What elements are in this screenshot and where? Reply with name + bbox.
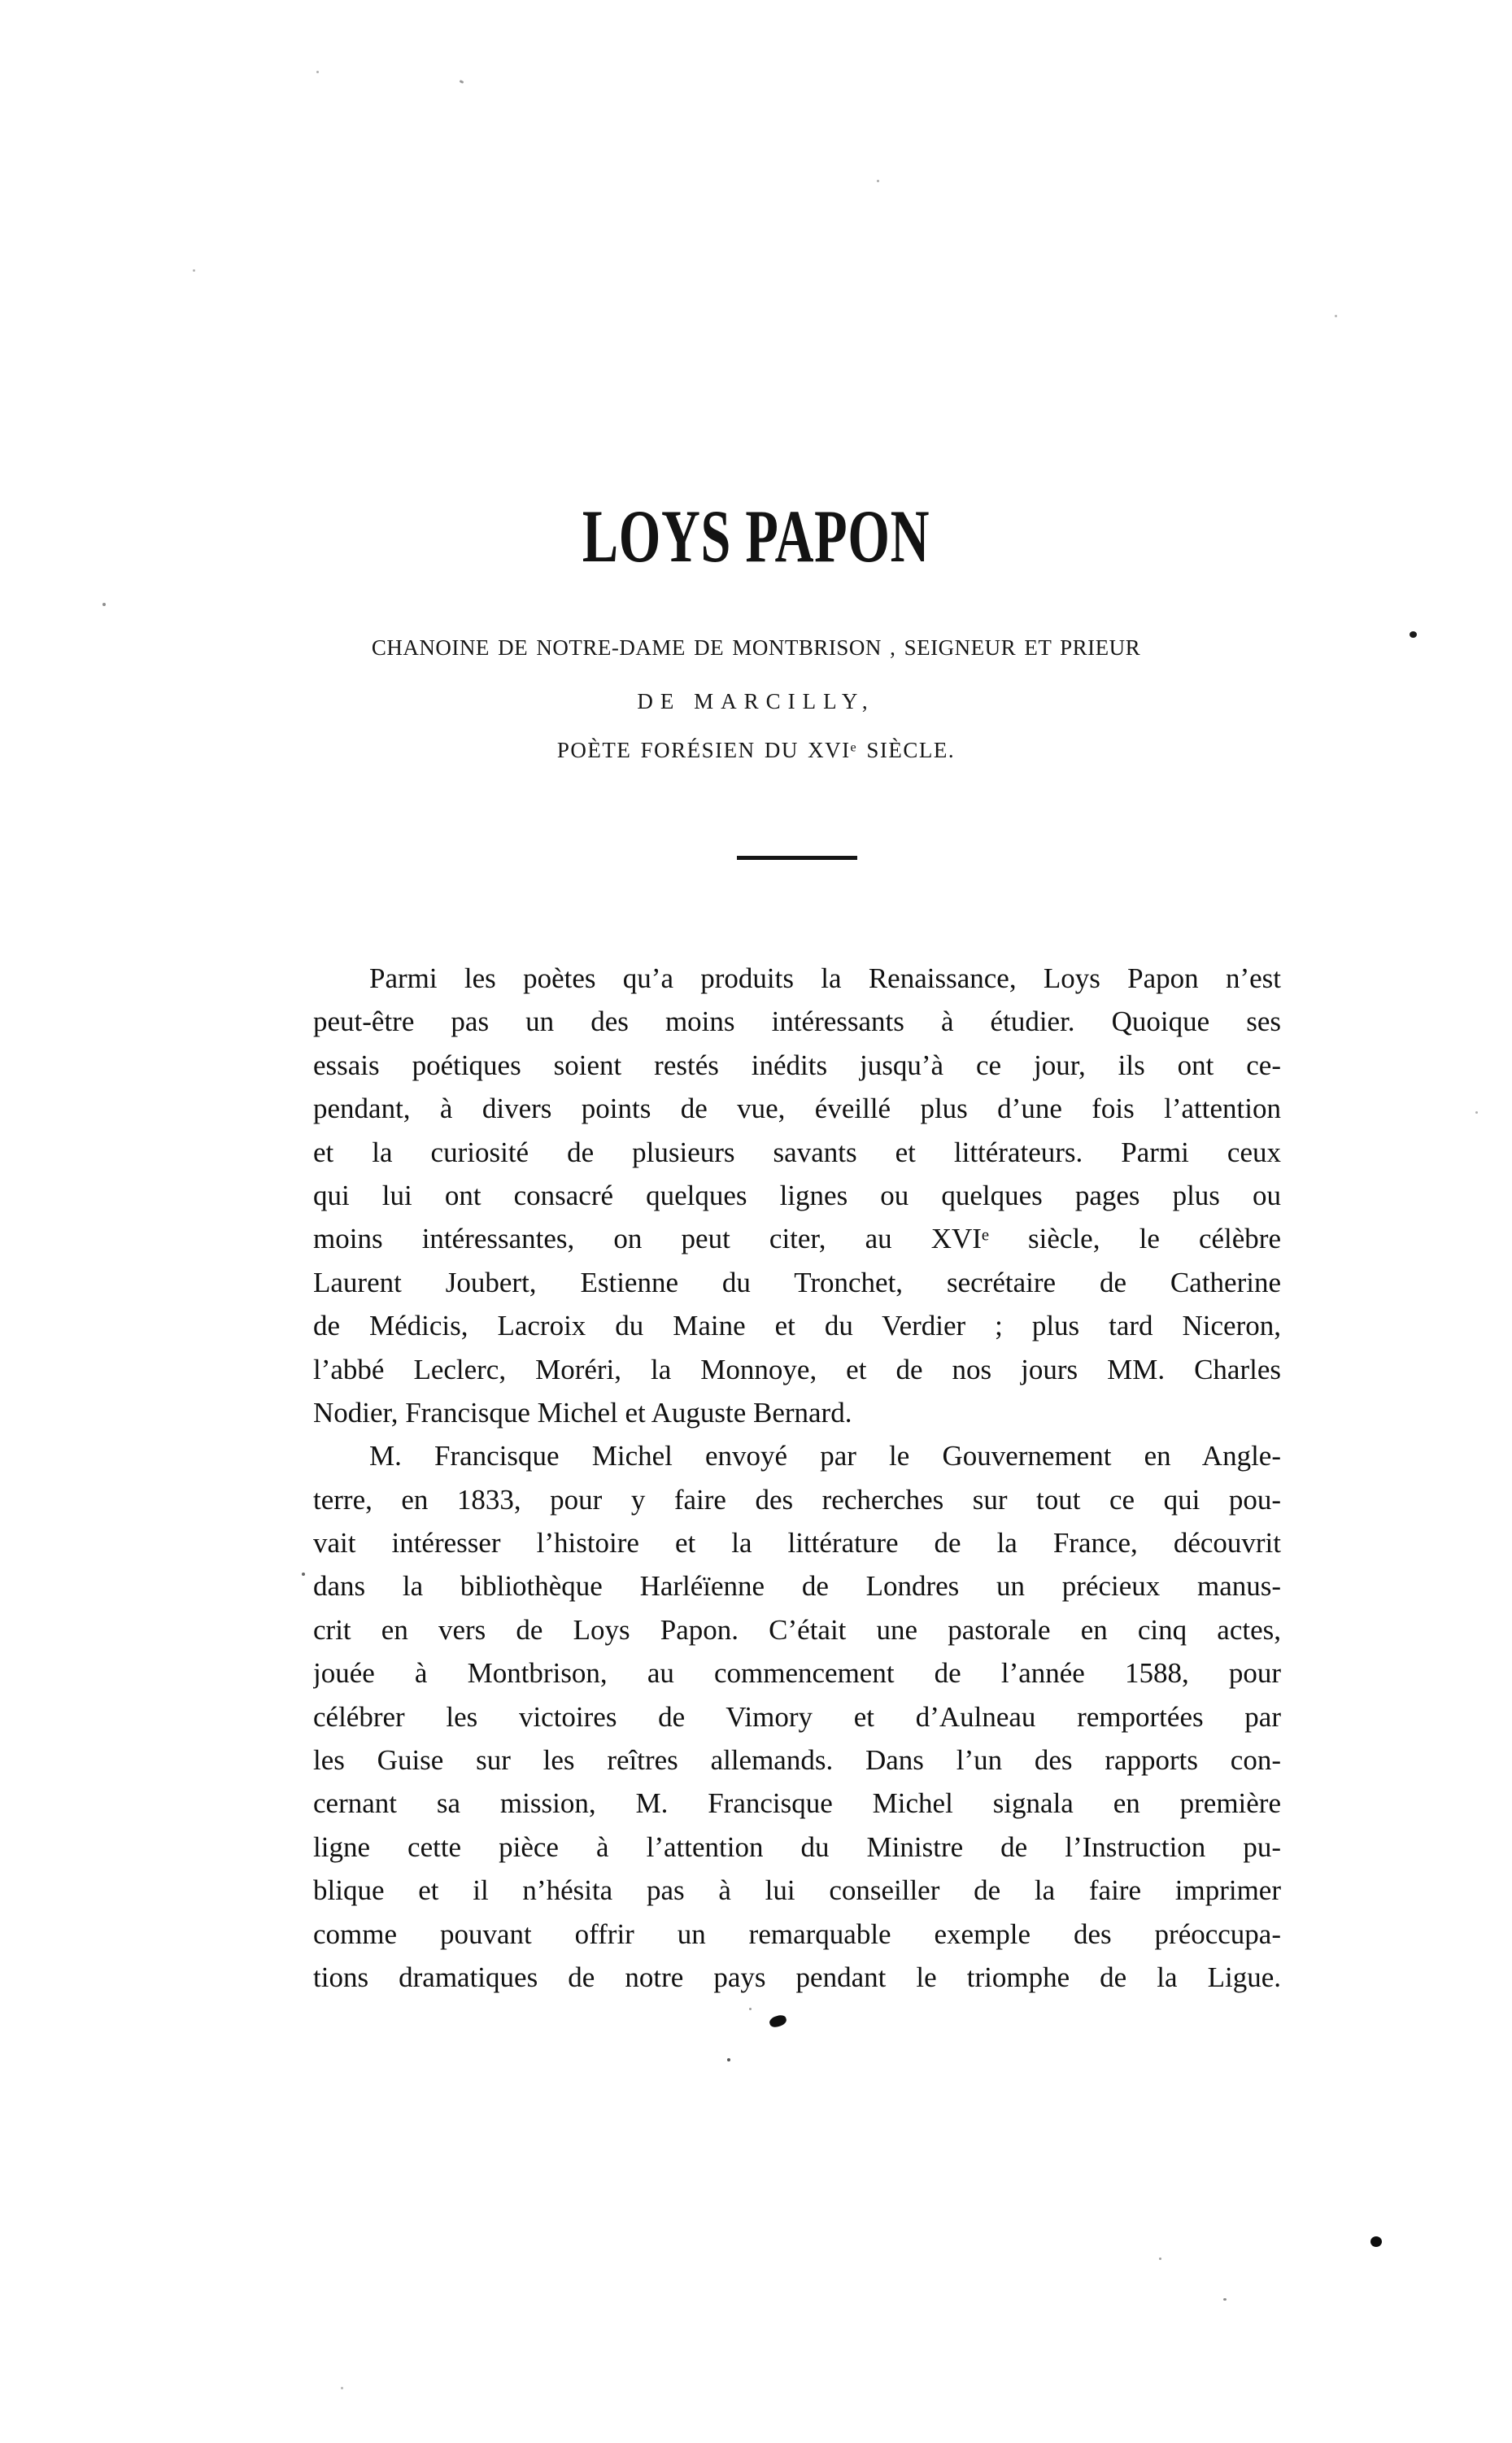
text-line: Laurent Joubert, Estienne du Tronchet, secrétaire de Catherine xyxy=(313,1266,1281,1298)
text-line: blique et il n’hésita pas à lui conseiller de la faire imprimer xyxy=(313,1874,1281,1907)
text-line: les Guise sur les reîtres allemands. Dans l’un des rapports con- xyxy=(313,1744,1281,1777)
text-line: qui lui ont consacré quelques lignes ou quelques pages plus ou xyxy=(313,1179,1281,1211)
ink-spot xyxy=(727,2058,730,2061)
ink-spot xyxy=(102,603,106,606)
ink-spot xyxy=(460,80,464,84)
ink-spot xyxy=(1335,315,1337,317)
ink-spot xyxy=(1475,1111,1478,1114)
subtitle-line-1: CHANOINE DE NOTRE-DAME DE MONTBRISON , SEIGNEUR ET PRIEUR xyxy=(371,635,1141,660)
text-line: ligne cette pièce à l’attention du Ministre de l’Instruction pu- xyxy=(313,1830,1281,1863)
text-line: crit en vers de Loys Papon. C’était une pastorale en cinq actes, xyxy=(313,1613,1281,1646)
ink-spot xyxy=(341,2387,343,2389)
text-line: Nodier, Francisque Michel et Auguste Bernard. xyxy=(313,1396,852,1429)
text-line: Parmi les poètes qu’a produits la Renaissance, Loys Papon n’est xyxy=(369,962,1281,994)
subtitle-line-3: POÈTE FORÉSIEN DU XVIᵉ SIÈCLE. xyxy=(556,738,956,762)
text-line: vait intéresser l’histoire et la littérature de la France, découvrit xyxy=(313,1527,1281,1560)
text-line: célébrer les victoires de Vimory et d’Aulneau remportées par xyxy=(313,1700,1281,1733)
ink-spot xyxy=(1159,2258,1161,2260)
ink-spot xyxy=(193,269,195,272)
text-line: et la curiosité de plusieurs savants et littérateurs. Parmi ceux xyxy=(313,1136,1281,1168)
divider-rule xyxy=(737,856,857,860)
ink-spot xyxy=(302,1573,305,1576)
text-line: M. Francisque Michel envoyé par le Gouvernement en Angle- xyxy=(369,1440,1281,1472)
ink-spot xyxy=(1223,2298,1227,2301)
text-line: tions dramatiques de notre pays pendant le triomphe de la Ligue. xyxy=(313,1961,1281,1993)
body-text xyxy=(313,957,1281,1999)
text-line: dans la bibliothèque Harléïenne de Londres un précieux manus- xyxy=(313,1570,1281,1603)
ink-spot xyxy=(877,180,879,182)
ink-spot xyxy=(749,2008,752,2010)
text-line: l’abbé Leclerc, Moréri, la Monnoye, et de nos jours MM. Charles xyxy=(313,1353,1281,1385)
section-divider xyxy=(313,856,1281,860)
ink-spot xyxy=(316,71,319,73)
page-title: LOYS PAPON xyxy=(582,495,930,578)
ink-spot xyxy=(1370,2236,1382,2247)
text-line: peut-être pas un des moins intéressants à étudier. Quoique ses xyxy=(313,1006,1281,1038)
text-line: de Médicis, Lacroix du Maine et du Verdier ; plus tard Niceron, xyxy=(313,1310,1281,1342)
text-line: essais poétiques soient restés inédits jusqu’à ce jour, ils ont ce- xyxy=(313,1049,1281,1081)
text-line: comme pouvant offrir un remarquable exemple des préoccupa- xyxy=(313,1917,1281,1950)
text-line: pendant, à divers points de vue, éveillé plus d’une fois l’attention xyxy=(313,1093,1281,1125)
text-line: terre, en 1833, pour y faire des recherches sur tout ce qui pou- xyxy=(313,1483,1281,1516)
text-line: jouée à Montbrison, au commencement de l’année 1588, pour xyxy=(313,1657,1281,1690)
subtitle-line-2: DE MARCILLY, xyxy=(637,689,875,713)
text-line: cernant sa mission, M. Francisque Michel signala en première xyxy=(313,1787,1281,1820)
ink-spot xyxy=(1410,631,1417,638)
text-line: moins intéressantes, on peut citer, au XVIᵉ siècle, le célèbre xyxy=(313,1223,1281,1255)
ink-spot xyxy=(769,2013,788,2029)
